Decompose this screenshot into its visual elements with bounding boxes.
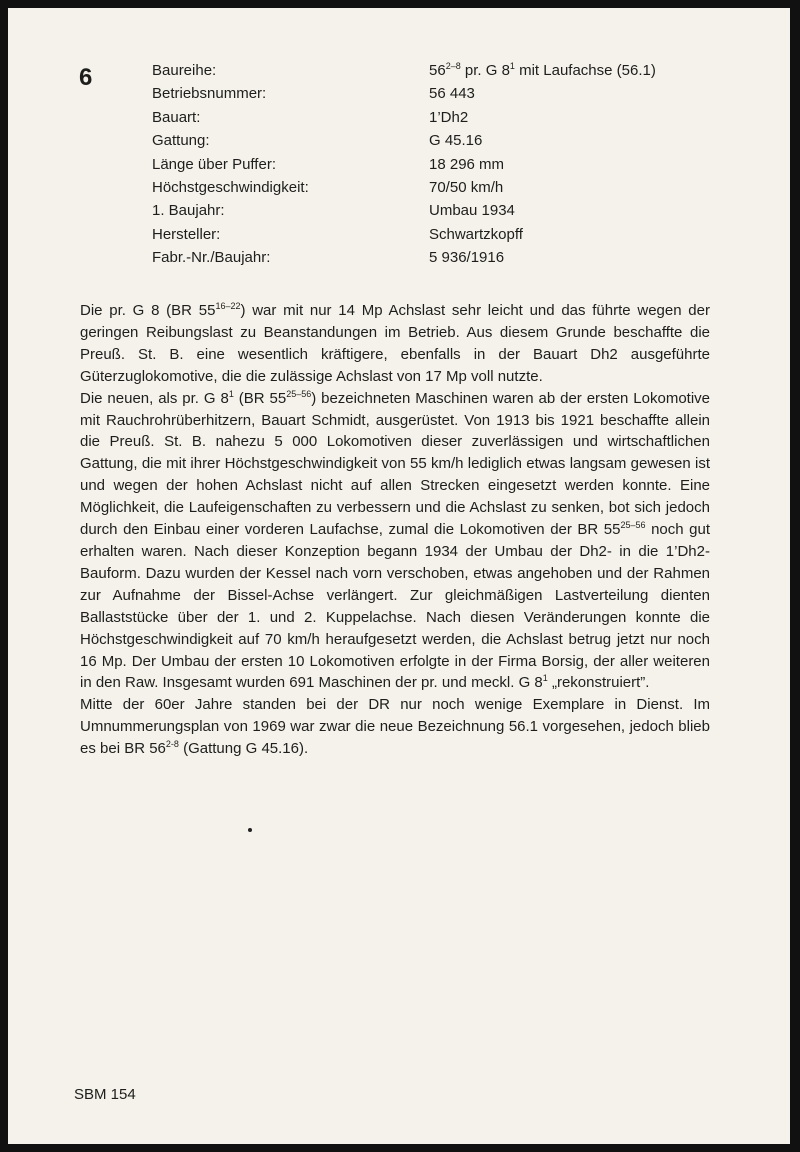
spec-label: Länge über Puffer: bbox=[152, 155, 276, 173]
text-run: 56 443 bbox=[429, 85, 475, 103]
postcard-back bbox=[8, 8, 790, 1144]
text-run: Die neuen, als pr. G 8 bbox=[80, 389, 229, 407]
spec-value bbox=[429, 199, 515, 222]
spec-label: Fabr.-Nr./Baujahr: bbox=[152, 249, 271, 267]
spec-label: Gattung: bbox=[152, 132, 210, 150]
paragraph bbox=[80, 300, 710, 388]
spec-value bbox=[429, 106, 468, 129]
text-run: G 45.16 bbox=[429, 132, 483, 150]
spec-value bbox=[429, 129, 482, 152]
superscript: 16–22 bbox=[215, 301, 241, 311]
paragraph bbox=[80, 388, 710, 695]
text-run: 70/50 km/h bbox=[429, 178, 504, 196]
spec-value bbox=[429, 59, 656, 82]
text-run: 18 296 mm bbox=[429, 155, 505, 173]
text-run: Schwartzkopff bbox=[429, 225, 523, 243]
text-run: 56 bbox=[429, 62, 446, 79]
superscript: 1 bbox=[228, 388, 234, 399]
text-run: noch gut erhalten waren. Nach dieser Konzeption begann 1934 der Umbau der Dh2- in die 1’Dh2-Bauform. Dazu wurden der Kessel nach vorn verschoben, etwas angehoben und der Rahmen zur Aufnahme der Bissel-Achse verlängert. Zur gleichmäßigen Lastverteilung dienten Ballaststücke über der 1. und 2. Kuppelachse. Nach diesen Veränderungen konnte die Höchstgeschwindigkeit auf 70 km/h heraufgesetzt werden, die Achslast betrug jetzt nur noch 16 Mp. Der Umbau der ersten 10 Lokomotiven erfolgte in der Firma Borsig, der aller weiteren in den Raw. Insgesamt wurden 691 Maschinen der pr. und meckl. G 8 bbox=[80, 521, 711, 692]
spec-value bbox=[429, 153, 504, 176]
text-run: „rekonstruiert”. bbox=[547, 674, 650, 692]
spec-label: 1. Baujahr: bbox=[152, 202, 225, 220]
spec-label: Baureihe: bbox=[152, 62, 217, 79]
superscript: 2-8 bbox=[165, 739, 179, 750]
spec-value bbox=[429, 246, 504, 269]
text-run: 5 936/1916 bbox=[429, 249, 505, 267]
spec-label: Betriebsnummer: bbox=[152, 85, 267, 103]
text-run: 1’Dh2 bbox=[429, 108, 469, 126]
superscript: 2–8 bbox=[445, 61, 461, 71]
text-run: (BR 55 bbox=[233, 389, 287, 407]
superscript: 1 bbox=[509, 61, 515, 71]
description-text bbox=[80, 300, 710, 760]
spec-value bbox=[429, 176, 503, 199]
card-number: 6 bbox=[79, 64, 93, 91]
text-run: pr. G 8 bbox=[460, 62, 510, 79]
spec-value bbox=[429, 223, 523, 246]
text-run: Mitte der 60er Jahre standen bei der DR nur noch wenige Exemplare in Dienst. Im Umnummerungsplan von 1969 war zwar die neue Bezeichnung 56.1 vorgesehen, jedoch blieb es bei BR 56 bbox=[80, 696, 710, 758]
superscript: 25–56 bbox=[286, 388, 312, 399]
text-run: Die pr. G 8 (BR 55 bbox=[80, 302, 216, 319]
text-run: Umbau 1934 bbox=[429, 202, 515, 220]
print-dot bbox=[248, 828, 252, 832]
spec-label: Hersteller: bbox=[152, 225, 221, 243]
text-run: ) war mit nur 14 Mp Achslast sehr leicht und das führte wegen der geringen Reibungslast zu Beanstandungen im Betrieb. Aus diesem Grunde beschaffte die Preuß. St. B. eine wesentlich kräftigere, ebenfalls in der Bauart Dh2 ausgeführte Güterzuglokomotive, die die zulässige Achslast von 17 Mp voll nutzte. bbox=[80, 302, 710, 385]
spec-label: Bauart: bbox=[152, 108, 201, 126]
paragraph bbox=[80, 694, 710, 760]
text-run: mit Laufachse (56.1) bbox=[514, 62, 656, 79]
text-run: ) bezeichneten Maschinen waren ab der ersten Lokomotive mit Rauchrohrüberhitzern, Bauart Schmidt, ausgerüstet. Von 1913 bis 1921 beschaffte allein die Preuß. St. B. nahezu 5 000 Lokomotiven dieser zuverlässigen und wirtschaftlichen Gattung, die mit ihrer Höchstgeschwindigkeit von 55 km/h lediglich etwas langsam gewesen ist und wegen der hohen Achslast nicht auf allen Strecken eingesetzt werden konnte. Eine Möglichkeit, die Laufeigenschaften zu verbessern und die Achslast zu senken, bot sich jedoch durch den Einbau einer vorderen Laufachse, zumal die Lokomotiven der BR 55 bbox=[80, 389, 710, 539]
superscript: 1 bbox=[542, 673, 548, 684]
spec-label: Höchstgeschwindigkeit: bbox=[152, 178, 309, 196]
superscript: 25–56 bbox=[620, 520, 646, 531]
series-code: SBM 154 bbox=[74, 1086, 136, 1103]
spec-value bbox=[429, 82, 475, 105]
text-run: (Gattung G 45.16). bbox=[178, 740, 309, 758]
